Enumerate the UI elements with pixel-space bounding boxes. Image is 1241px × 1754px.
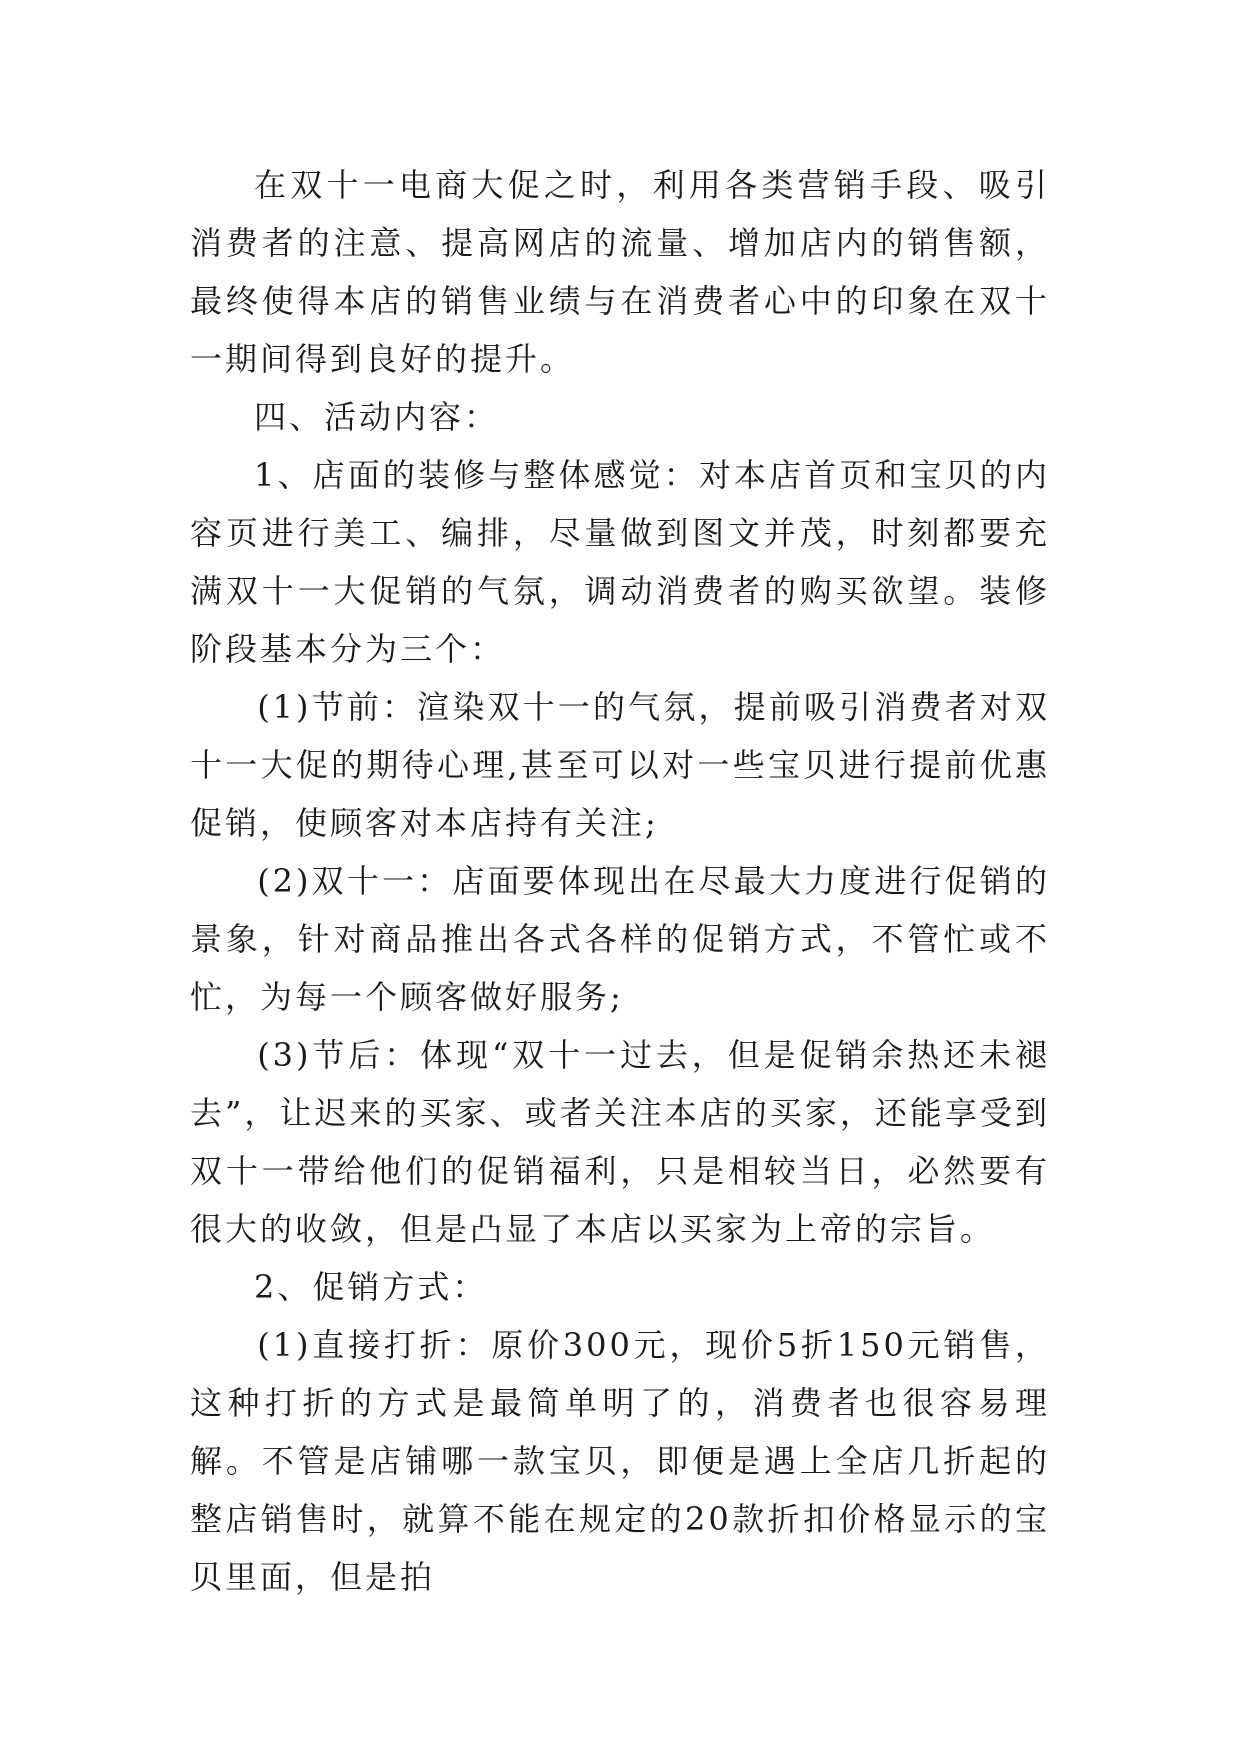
paragraph-store-decoration: 1、店面的装修与整体感觉：对本店首页和宝贝的内容页进行美工、编排，尽量做到图文并茂，时刻都要充满双十一大促销的气氛，调动消费者的购买欲望。装修阶段基本分为三个：	[190, 456, 1050, 668]
section-heading-activity-content: 四、活动内容：	[254, 398, 500, 436]
list-item-double-eleven: (2)双十一：店面要体现出在尽最大力度进行促销的景象，针对商品推出各式各样的促销方式，不管忙或不忙，为每一个顾客做好服务;	[190, 862, 1050, 1016]
list-item-before-festival: (1)节前：渲染双十一的气氛，提前吸引消费者对双十一大促的期待心理,甚至可以对一些宝贝进行提前优惠促销，使顾客对本店持有关注;	[190, 688, 1050, 842]
document-body	[190, 156, 1050, 1606]
section-heading-promotion-methods: 2、促销方式：	[254, 1268, 488, 1306]
paragraph-goal: 在双十一电商大促之时，利用各类营销手段、吸引消费者的注意、提高网店的流量、增加店内的销售额，最终使得本店的销售业绩与在消费者心中的印象在双十一期间得到良好的提升。	[190, 166, 1050, 378]
list-item-after-festival: (3)节后：体现“双十一过去，但是促销余热还未褪去”，让迟来的买家、或者关注本店的买家，还能享受到双十一带给他们的促销福利，只是相较当日，必然要有很大的收敛，但是凸显了本店以买家为上帝的宗旨。	[190, 1036, 1050, 1248]
list-item-direct-discount: (1)直接打折：原价300元，现价5折150元销售，这种打折的方式是最简单明了的，消费者也很容易理解。不管是店铺哪一款宝贝，即便是遇上全店几折起的整店销售时，就算不能在规定的20款折扣价格显示的宝贝里面，但是拍	[190, 1326, 1050, 1596]
